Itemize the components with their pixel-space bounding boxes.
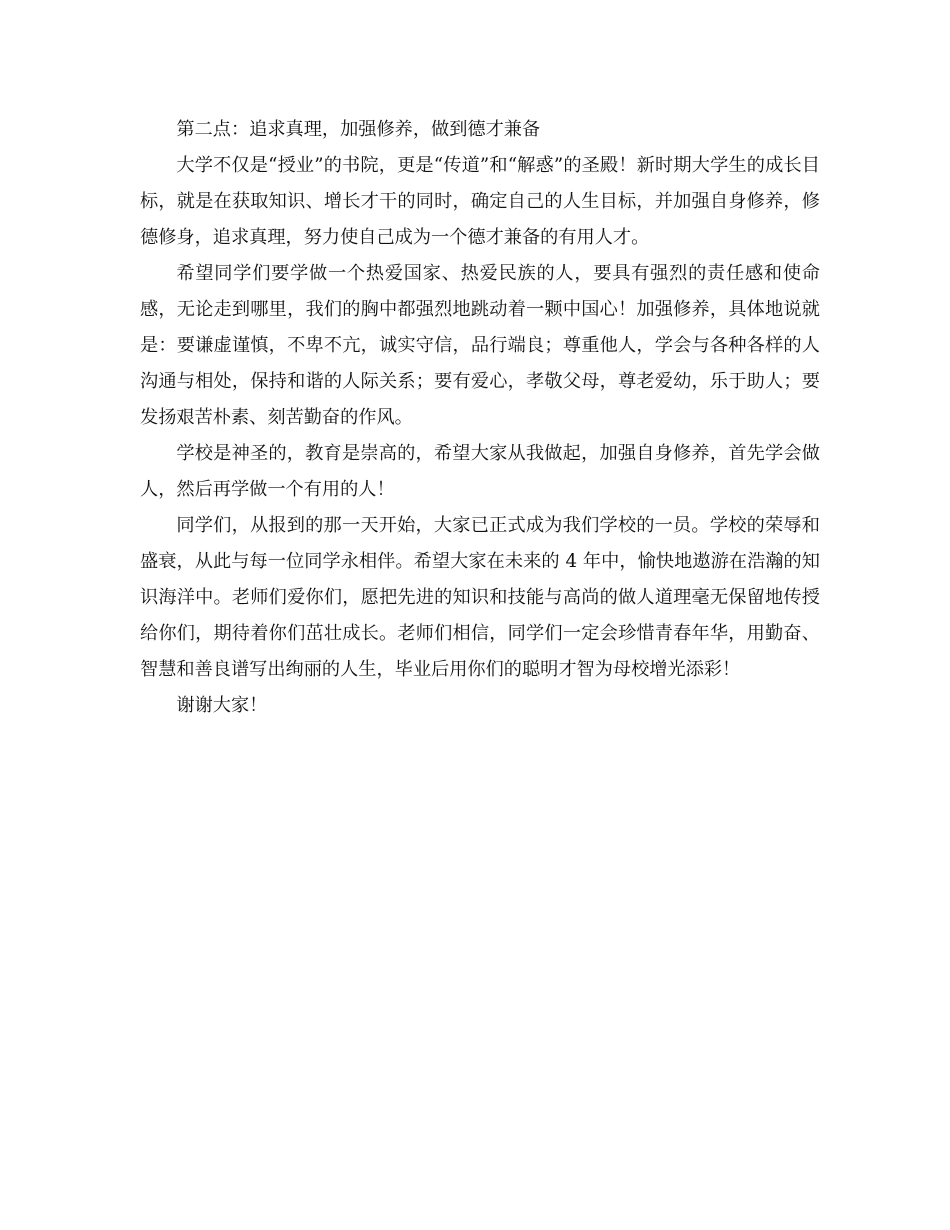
paragraph-university-mission: 大学不仅是“授业”的书院，更是“传道”和“解惑”的圣殿！新时期大学生的成长目标，就是在获取知识、增长才干的同时，确定自己的人生目标，并加强自身修养，修德修身，追求真理，努力使自己成为一个德才兼备的有用人才。 (140, 155, 820, 248)
section-heading: 第二点：追求真理，加强修养，做到德才兼备 (176, 119, 541, 140)
paragraph-patriotism-cultivation: 希望同学们要学做一个热爱国家、热爱民族的人，要具有强烈的责任感和使命感，无论走到哪里，我们的胸中都强烈地跳动着一颗中国心！加强修养，具体地说就是：要谦虚谨慎，不卑不亢，诚实守信，品行端良；尊重他人，学会与各种各样的人沟通与相处，保持和谐的人际关系；要有爱心，孝敬父母，尊老爱幼，乐于助人；要发扬艰苦朴素、刻苦勤奋的作风。 (140, 263, 820, 428)
paragraph-closing-hopes: 同学们，从报到的那一天开始，大家已正式成为我们学校的一员。学校的荣辱和盛衰，从此与每一位同学永相伴。希望大家在未来的 4 年中，愉快地遨游在浩瀚的知识海洋中。老师们爱你们，愿把先进的知识和技能与高尚的做人道理毫无保留地传授给你们，期待着你们茁壮成长。老师们相信，同学们一定会珍惜青春年华，用勤奋、智慧和善良谱写出绚丽的人生，毕业后用你们的聪明才智为母校增光添彩！ (140, 515, 820, 680)
closing-thanks: 谢谢大家！ (176, 695, 268, 716)
paragraph-learn-to-be-a-person: 学校是神圣的，教育是崇高的，希望大家从我做起，加强自身修养，首先学会做人，然后再学做一个有用的人！ (140, 443, 820, 500)
document-body (140, 112, 820, 724)
